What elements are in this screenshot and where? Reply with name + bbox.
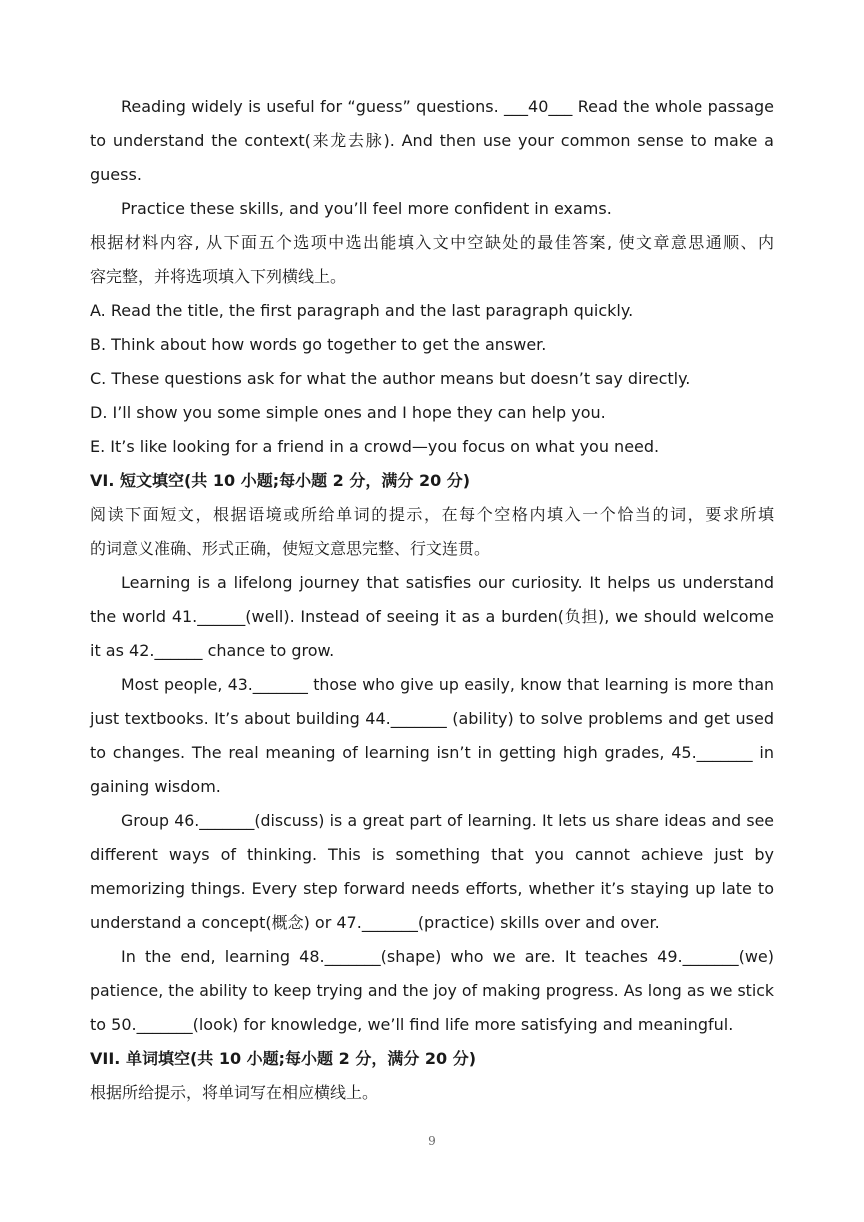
option-c: C. These questions ask for what the author means but doesn’t say directly.: [90, 369, 691, 388]
cloze-passage-line: Learning is a lifelong journey that satisfies our curiosity. It helps us understand: [121, 573, 774, 592]
option-a: A. Read the title, the first paragraph and the last paragraph quickly.: [90, 301, 634, 320]
section-6-instruction: 的词意义准确、形式正确，使短文意思完整、行文连贯。: [90, 539, 491, 558]
cloze-passage-line: just textbooks. It’s about building 44._______ (ability) to solve problems and get used: [90, 709, 774, 728]
cloze-passage-line: In the end, learning 48._______(shape) who we are. It teaches 49._______(we): [121, 947, 774, 966]
cloze-passage-line: to 50._______(look) for knowledge, we’ll find life more satisfying and meaningful.: [90, 1015, 734, 1034]
passage-line: to understand the context(来龙去脉). And then use your common sense to make a: [90, 131, 774, 150]
cloze-passage-line: gaining wisdom.: [90, 777, 221, 796]
cloze-passage-line: memorizing things. Every step forward needs efforts, whether it’s staying up late to: [90, 879, 774, 898]
section-6-heading: VI. 短文填空(共 10 小题;每小题 2 分，满分 20 分): [90, 471, 471, 490]
section-7-instruction: 根据所给提示，将单词写在相应横线上。: [90, 1083, 379, 1102]
passage-line: Practice these skills, and you’ll feel more confident in exams.: [121, 199, 612, 218]
cloze-passage-line: Most people, 43._______ those who give up easily, know that learning is more than: [121, 675, 774, 694]
cloze-passage-line: Group 46._______(discuss) is a great part of learning. It lets us share ideas and see: [121, 811, 774, 830]
cloze-passage-line: patience, the ability to keep trying and the joy of making progress. As long as we stick: [90, 981, 774, 1000]
cloze-passage-line: to changes. The real meaning of learning isn’t in getting high grades, 45._______ in: [90, 743, 774, 762]
section-6-instruction: 阅读下面短文，根据语境或所给单词的提示，在每个空格内填入一个恰当的词，要求所填: [90, 505, 774, 524]
option-b: B. Think about how words go together to get the answer.: [90, 335, 547, 354]
passage-line: Reading widely is useful for “guess” questions. ___40___ Read the whole passage: [121, 97, 774, 116]
cloze-passage-line: it as 42.______ chance to grow.: [90, 641, 335, 660]
cloze-passage-line: different ways of thinking. This is something that you cannot achieve just by: [90, 845, 774, 864]
option-d: D. I’ll show you some simple ones and I hope they can help you.: [90, 403, 606, 422]
passage-line: guess.: [90, 165, 142, 184]
cloze-passage-line: understand a concept(概念) or 47._______(practice) skills over and over.: [90, 913, 660, 932]
option-e: E. It’s like looking for a friend in a crowd—you focus on what you need.: [90, 437, 660, 456]
instruction-line: 根据材料内容, 从下面五个选项中选出能填入文中空缺处的最佳答案, 使文章意思通顺、内: [90, 233, 774, 252]
page-number: 9: [428, 1134, 436, 1148]
cloze-passage-line: the world 41.______(well). Instead of seeing it as a burden(负担), we should welcome: [90, 607, 774, 626]
section-7-heading: VII. 单词填空(共 10 小题;每小题 2 分，满分 20 分): [90, 1049, 477, 1068]
instruction-line: 容完整，并将选项填入下列横线上。: [90, 267, 347, 286]
